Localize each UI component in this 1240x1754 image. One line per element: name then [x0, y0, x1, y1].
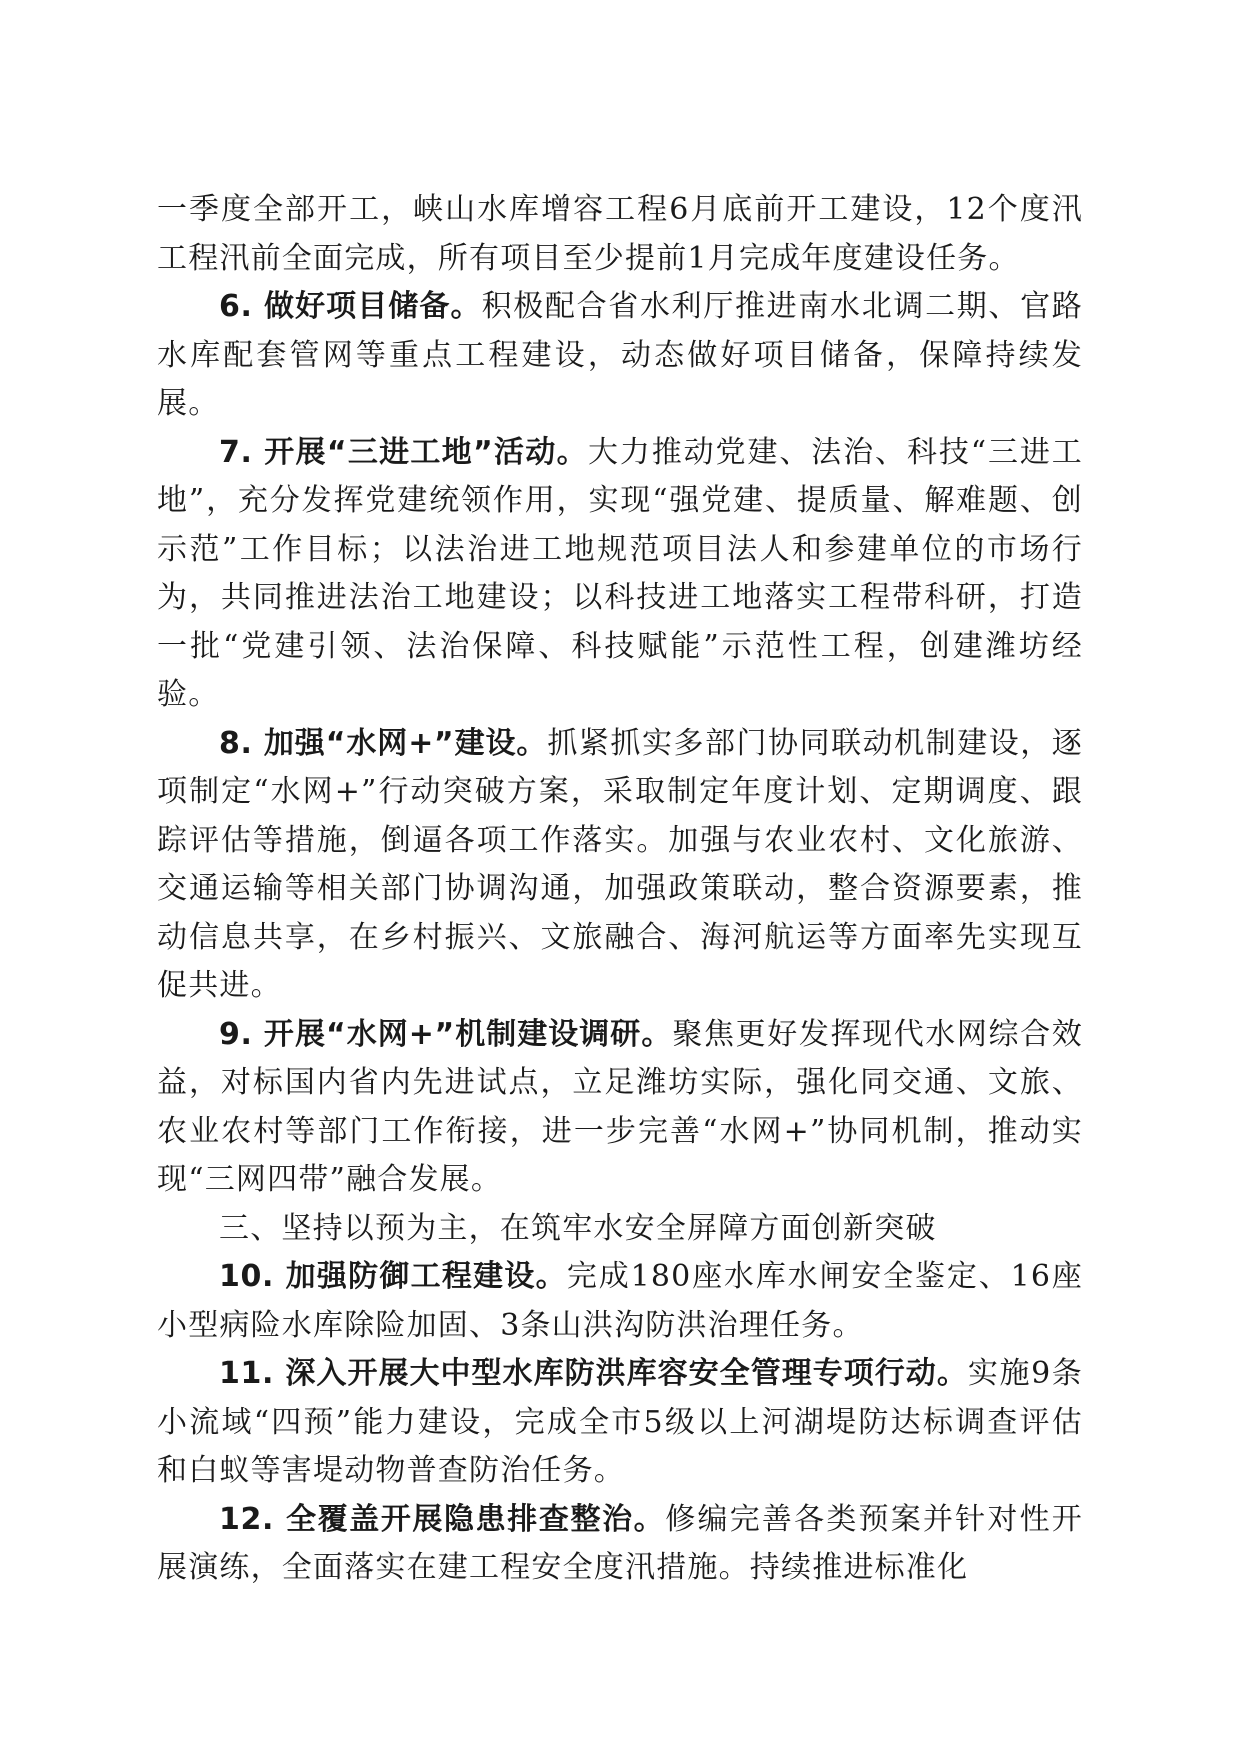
paragraph-item-7 [157, 429, 1083, 720]
paragraph-continuation [157, 186, 1083, 283]
paragraph-heading: 6. 做好项目储备。 [219, 289, 482, 324]
paragraph-heading: 9. 开展“水网+”机制建设调研。 [219, 1016, 673, 1052]
paragraph-heading: 10. 加强防御工程建设。 [219, 1259, 567, 1294]
paragraph-body: 抓紧抓实多部门协同联动机制建设，逐项制定“水网+”行动突破方案，采取制定年度计划、定期调度、跟踪评估等措施，倒逼各项工作落实。加强与农业农村、文化旅游、交通运输等相关部门协调沟通，加强政策联动，整合资源要素，推动信息共享，在乡村振兴、文旅融合、海河航运等方面率先实现互促共进。 [157, 725, 1083, 1003]
paragraph-heading: 7. 开展“三进工地”活动。 [219, 434, 588, 470]
paragraph-body: 一季度全部开工，峡山水库增容工程6月底前开工建设，12个度汛工程汛前全面完成，所有项目至少提前1月完成年度建设任务。 [157, 192, 1083, 276]
paragraph-item-10 [157, 1253, 1083, 1350]
paragraph-item-6 [157, 283, 1083, 429]
paragraph-item-12 [157, 1496, 1083, 1593]
paragraph-heading: 8. 加强“水网+”建设。 [219, 725, 548, 761]
paragraph-body: 聚焦更好发挥现代水网综合效益，对标国内省内先进试点，立足潍坊实际，强化同交通、文旅、农业农村等部门工作衔接，进一步完善“水网+”协同机制，推动实现“三网四带”融合发展。 [157, 1016, 1083, 1197]
paragraph-body: 大力推动党建、法治、科技“三进工地”，充分发挥党建统领作用，实现“强党建、提质量、解难题、创示范”工作目标；以法治进工地规范项目法人和参建单位的市场行为，共同推进法治工地建设；以科技进工地落实工程带科研，打造一批“党建引领、法治保障、科技赋能”示范性工程，创建潍坊经验。 [157, 434, 1083, 712]
paragraph-body: 修编完善各类预案并针对性开展演练，全面落实在建工程安全度汛措施。持续推进标准化 [157, 1501, 1083, 1585]
paragraph-item-11 [157, 1350, 1083, 1496]
paragraph-body: 实施9条小流域“四预”能力建设，完成全市5级以上河湖堤防达标调查评估和白蚁等害堤动物普查防治任务。 [157, 1356, 1083, 1488]
paragraph-heading: 12. 全覆盖开展隐患排查整治。 [219, 1501, 666, 1537]
section-heading-text: 三、坚持以预为主，在筑牢水安全屏障方面创新突破 [219, 1210, 937, 1246]
paragraph-body: 积极配合省水利厅推进南水北调二期、官路水库配套管网等重点工程建设，动态做好项目储备，保障持续发展。 [157, 289, 1083, 421]
paragraph-item-9 [157, 1011, 1083, 1205]
document-body [157, 186, 1083, 1593]
paragraph-item-8 [157, 720, 1083, 1011]
paragraph-body: 完成180座水库水闸安全鉴定、16座小型病险水库除险加固、3条山洪沟防洪治理任务。 [157, 1259, 1083, 1343]
section-heading-3 [157, 1205, 1083, 1254]
paragraph-heading: 11. 深入开展大中型水库防洪库容安全管理专项行动。 [219, 1356, 968, 1391]
